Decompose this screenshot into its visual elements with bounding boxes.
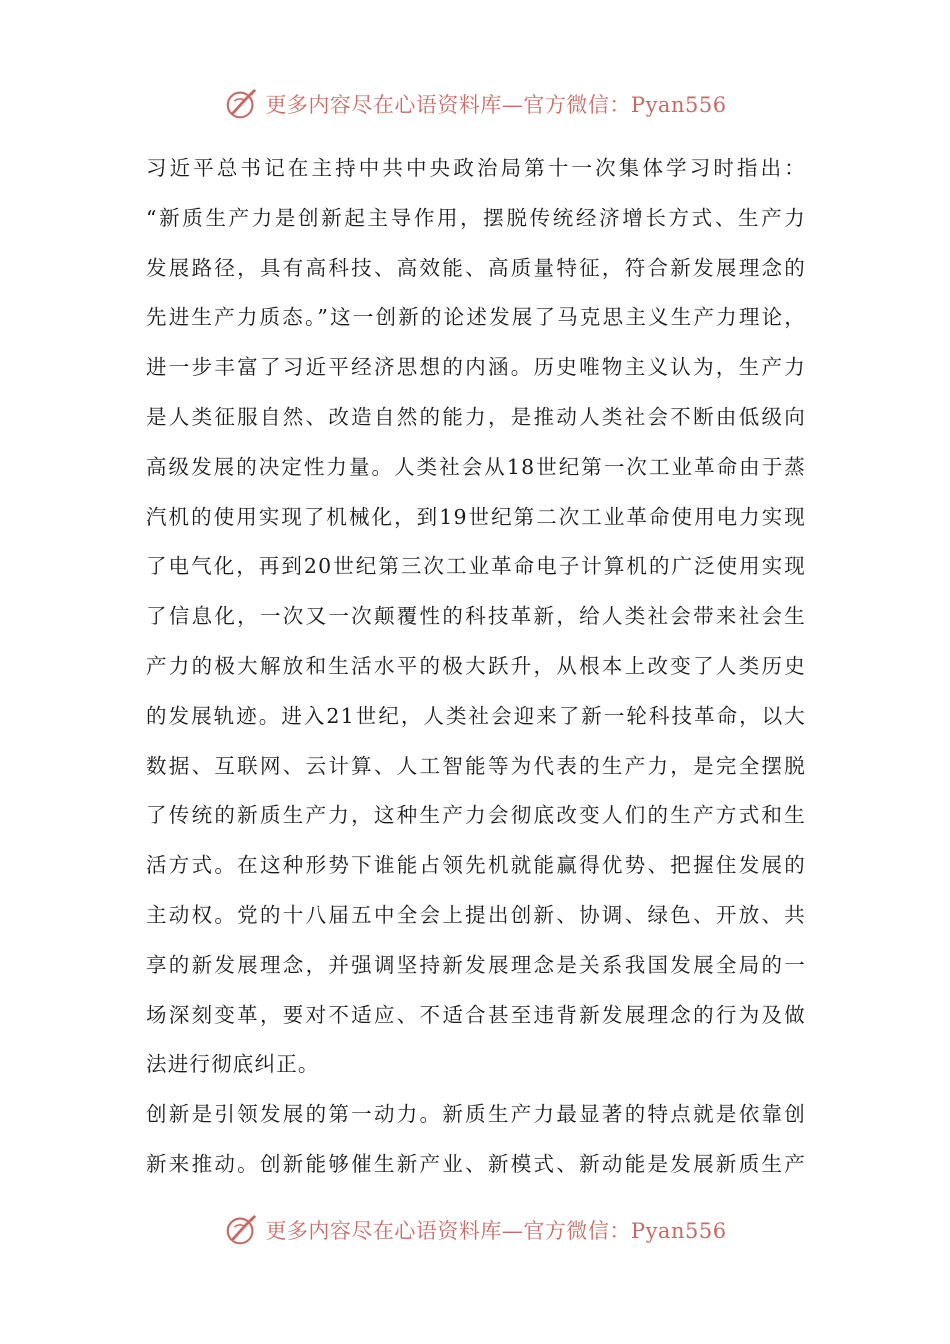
text-line: 的发展轨迹。进入21世纪，人类社会迎来了新一轮科技革命，以大 [146, 703, 806, 728]
header-watermark-text: 更多内容尽在心语资料库—官方微信：Pyan556 [265, 93, 727, 117]
footer-watermark-text: 更多内容尽在心语资料库—官方微信：Pyan556 [265, 1219, 727, 1243]
text-line: 汽机的使用实现了机械化，到19世纪第二次工业革命使用电力实现 [146, 504, 806, 529]
text-line: “新质生产力是创新起主导作用，摆脱传统经济增长方式、生产力 [146, 205, 806, 230]
text-line: 法进行彻底纠正。 [146, 1052, 320, 1077]
text-line: 发展路径，具有高科技、高效能、高质量特征，符合新发展理念的 [146, 255, 806, 280]
text-line: 进一步丰富了习近平经济思想的内涵。历史唯物主义认为，生产力 [146, 355, 806, 380]
paragraph-1 [146, 144, 806, 1090]
text-line: 是人类征服自然、改造自然的能力，是推动人类社会不断由低级向 [146, 404, 806, 429]
footer-watermark-banner [0, 1208, 950, 1252]
text-line: 习近平总书记在主持中共中央政治局第十一次集体学习时指出： [146, 156, 806, 180]
text-line: 新来推动。创新能够催生新产业、新模式、新动能是发展新质生产 [146, 1151, 806, 1176]
pen-logo-icon [223, 85, 261, 123]
document-body [146, 144, 806, 1190]
text-line: 场深刻变革，要对不适应、不适合甚至违背新发展理念的行为及做 [146, 1002, 806, 1027]
text-line: 创新是引领发展的第一动力。新质生产力最显著的特点就是依靠创 [146, 1102, 806, 1127]
text-line: 数据、互联网、云计算、人工智能等为代表的生产力，是完全摆脱 [146, 753, 806, 778]
text-line: 产力的极大解放和生活水平的极大跃升，从根本上改变了人类历史 [146, 653, 806, 678]
text-line: 了电气化，再到20世纪第三次工业革命电子计算机的广泛使用实现 [146, 554, 806, 579]
text-line: 了信息化，一次又一次颠覆性的科技革新，给人类社会带来社会生 [146, 604, 806, 629]
text-line: 活方式。在这种形势下谁能占领先机就能赢得优势、把握住发展的 [146, 853, 806, 878]
text-line: 了传统的新质生产力，这种生产力会彻底改变人们的生产方式和生 [146, 803, 806, 828]
text-line: 主动权。党的十八届五中全会上提出创新、协调、绿色、开放、共 [146, 902, 806, 927]
text-line: 先进生产力质态。”这一创新的论述发展了马克思主义生产力理论， [146, 305, 806, 330]
header-watermark-banner [0, 82, 950, 126]
text-line: 高级发展的决定性力量。人类社会从18世纪第一次工业革命由于蒸 [146, 454, 806, 479]
text-line: 享的新发展理念，并强调坚持新发展理念是关系我国发展全局的一 [146, 952, 806, 977]
paragraph-2 [146, 1090, 806, 1190]
pen-logo-icon [223, 1211, 261, 1249]
